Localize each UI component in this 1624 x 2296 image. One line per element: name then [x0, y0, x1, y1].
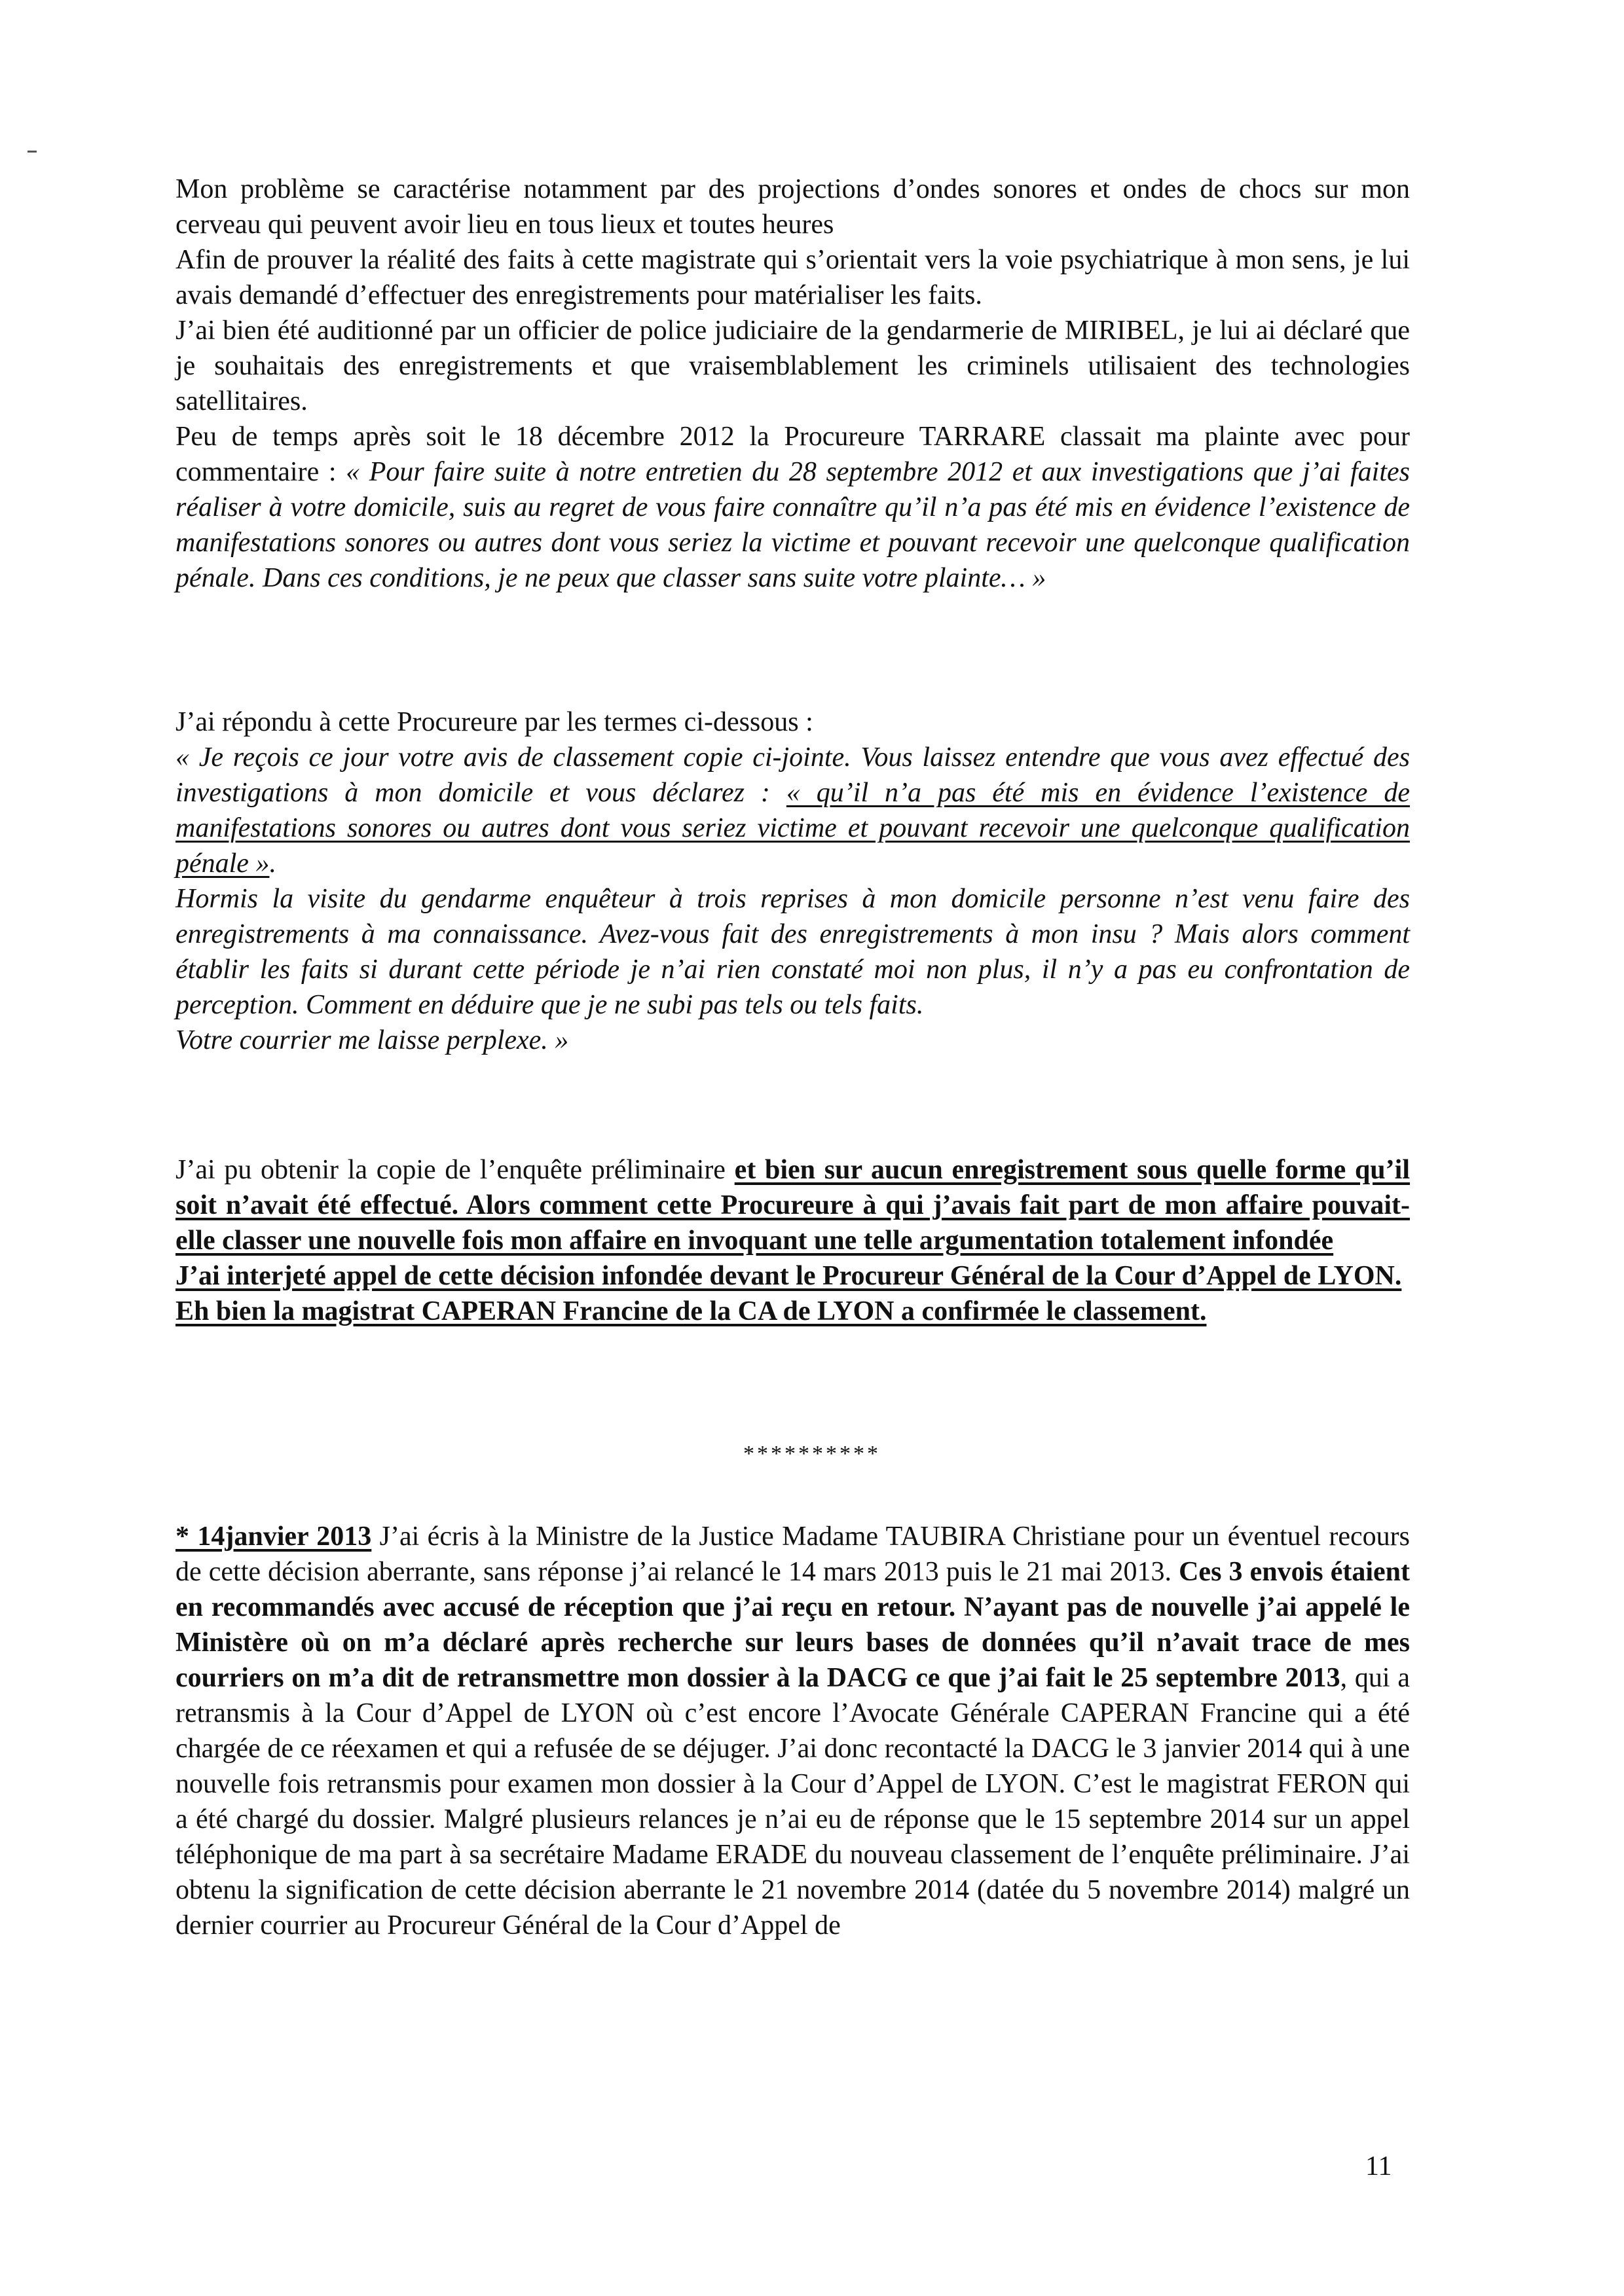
- paragraph-tarrare: [175, 419, 1410, 596]
- enquete-intro: J’ai pu obtenir la copie de l’enquête préliminaire: [175, 1155, 735, 1185]
- reply-quote-start: « Je reçois ce jour votre avis de classement copie ci-jointe. Vous laissez entendre que vous avez effectué des investigations à mon domicile et vous déclarez :: [175, 742, 1410, 808]
- final-section: [175, 1519, 1410, 1943]
- paragraph-audition: J’ai bien été auditionné par un officier de police judiciaire de la gendarmerie de MIRIBEL, je lui ai déclaré que je souhaitais des enregistrements et que vraisemblablement les criminels utilisaient des technologies satellitaires.: [175, 316, 1410, 416]
- reply-quote-end: .: [269, 848, 276, 879]
- margin-mark: [28, 151, 37, 153]
- paragraph-probleme: Mon problème se caractérise notamment par des projections d’ondes sonores et ondes de chocs sur mon cerveau qui peuvent avoir lieu en tous lieux et toutes heures: [175, 174, 1410, 240]
- reply-hormis: Hormis la visite du gendarme enquêteur à trois reprises à mon domicile personne n’est venu faire des enregistrements à ma connaissance. Avez-vous fait des enregistrements à mon insu ? Mais alors comment établir les faits si durant cette période je n’ai rien constaté moi non plus, il n’y a pas eu confrontation de perception. Comment en déduire que je ne subi pas tels ou tels faits.: [175, 884, 1410, 1020]
- reply-quote: [175, 740, 1410, 881]
- paragraph-afin: Afin de prouver la réalité des faits à cette magistrate qui s’orientait vers la voie psychiatrique à mon sens, je lui avais demandé d’effectuer des enregistrements pour matérialiser les faits.: [175, 245, 1410, 310]
- reply-closing: Votre courrier me laisse perplexe. »: [175, 1025, 569, 1055]
- page-number: 11: [1365, 2151, 1392, 2181]
- final-bold: Ces 3 envois étaient en recommandés avec accusé de réception que j’ai reçu en retour. N’ayant pas de nouvelle j’ai appelé le Ministère où on m’a déclaré après recherche sur leurs bases de données qu’il n’avait trace de mes courriers on m’a dit de retransmettre mon dossier à la DACG ce que j’ai fait le 25 septembre 2013: [175, 1557, 1410, 1693]
- enquete-bold-underlined: et bien sur aucun enregistrement sous quelle forme qu’il soit n’avait été effectué. Alors comment cette Procureure à qui j’avais fait part de mon affaire pouvait-elle classer une nouvelle fois mon affaire en invoquant une telle argumentation totalement infondée: [175, 1155, 1410, 1256]
- final-paragraph: [175, 1519, 1410, 1943]
- date-label: * 14janvier 2013: [175, 1522, 372, 1552]
- enquete-appel: J’ai interjeté appel de cette décision infondée devant le Procureur Général de la Cour d’Appel de LYON.: [175, 1261, 1402, 1291]
- reply-intro: J’ai répondu à cette Procureure par les termes ci-dessous :: [175, 707, 813, 737]
- reply-quote-underlined: « qu’il n’a pas été mis en évidence l’existence de manifestations sonores ou autres dont vous seriez victime et pouvant recevoir une quelconque qualification pénale »: [175, 778, 1410, 879]
- intro-section: [175, 172, 1410, 596]
- enquete-section: [175, 1152, 1410, 1329]
- final-text-2: , qui a retransmis à la Cour d’Appel de LYON où c’est encore l’Avocate Générale CAPERAN Francine qui a été chargée de ce réexamen et qui a refusée de se déjuger. J’ai donc recontacté la DACG le 3 janvier 2014 qui à une nouvelle fois retransmis pour examen mon dossier à la Cour d’Appel de LYON. C’est le magistrat FERON qui a été chargé du dossier. Malgré plusieurs relances je n’ai eu de réponse que le 15 septembre 2014 sur un appel téléphonique de ma part à sa secrétaire Madame ERADE du nouveau classement de l’enquête préliminaire. J’ai obtenu la signification de cette décision aberrante le 21 novembre 2014 (datée du 5 novembre 2014) malgré un dernier courrier au Procureur Général de la Cour d’Appel de: [175, 1663, 1410, 1941]
- tarrare-quote: « Pour faire suite à notre entretien du 28 septembre 2012 et aux investigations que j’ai faites réaliser à votre domicile, suis au regret de vous faire connaître qu’il n’a pas été mis en évidence l’existence de manifestations sonores ou autres dont vous seriez la victime et pouvant recevoir une quelconque qualification pénale. Dans ces conditions, je ne peux que classer sans suite votre plainte… »: [175, 457, 1410, 593]
- tarrare-intro: Peu de temps après soit le 18 décembre 2012 la Procureure TARRARE classait ma plainte avec pour commentaire :: [175, 422, 1410, 487]
- reply-section: [175, 704, 1410, 1058]
- enquete-paragraph: [175, 1152, 1410, 1258]
- final-text-1: J’ai écris à la Ministre de la Justice Madame TAUBIRA Christiane pour un éventuel recours de cette décision aberrante, sans réponse j’ai relancé le 14 mars 2013 puis le 21 mai 2013.: [175, 1522, 1411, 1587]
- separator-stars: **********: [743, 1442, 881, 1466]
- enquete-caperan: Eh bien la magistrat CAPERAN Francine de la CA de LYON a confirmée le classement.: [175, 1296, 1207, 1326]
